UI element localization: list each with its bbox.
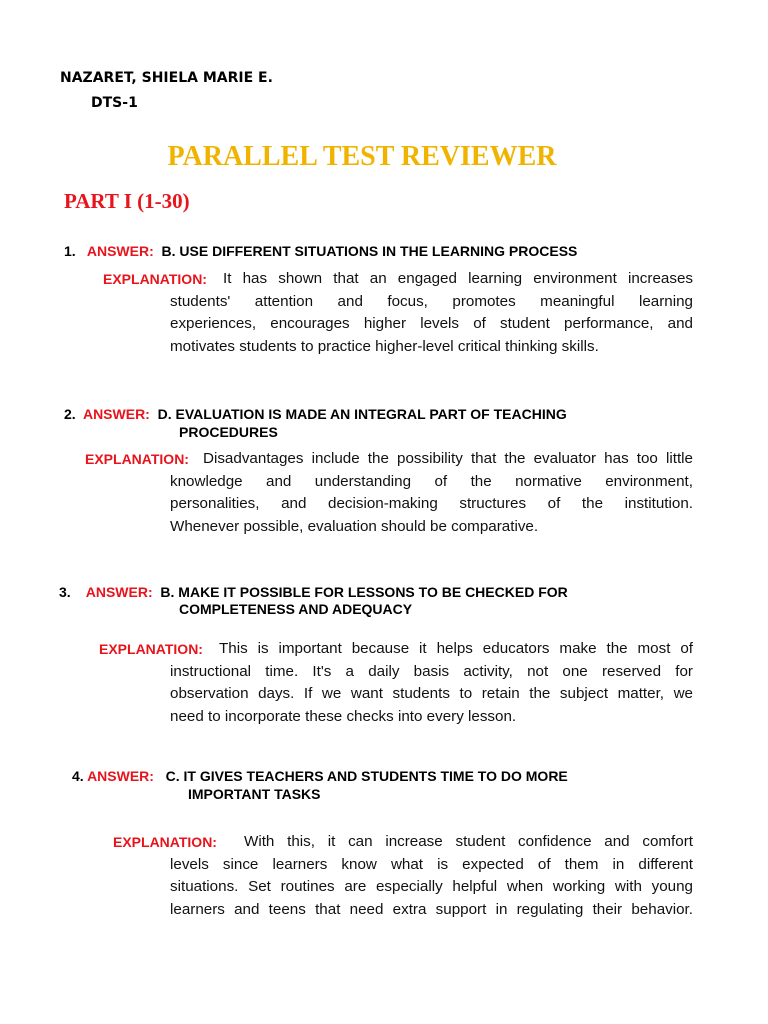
item-number: 3. (59, 584, 71, 600)
explanation-line: learners and teens that need extra support in regulating their behavior. (170, 900, 693, 918)
answer-text: B. USE DIFFERENT SITUATIONS IN THE LEARNING PROCESS (161, 243, 578, 259)
answer-label: ANSWER: (82, 406, 150, 422)
item-3-explanation-first (219, 638, 693, 661)
item-4-answer-line (72, 767, 568, 785)
item-4-explanation-rest (170, 854, 693, 922)
answer-text-continued: IMPORTANT TASKS (188, 786, 321, 802)
item-1-answer-line (64, 242, 577, 260)
item-number: 4. (72, 768, 84, 784)
explanation-line: personalities, and decision-making structures of the institution. (170, 495, 693, 512)
explanation-line: instructional time. It's a daily basis activity, not one reserved for (170, 662, 693, 680)
explanation-line: Whenever possible, evaluation should be comparative. (170, 517, 539, 535)
explanation-line: observation days. If we want students to retain the subject matter, we (170, 685, 693, 702)
explanation-line: knowledge and understanding of the normative environment, (170, 472, 693, 490)
student-section: DTS-1 (91, 95, 138, 111)
answer-text: C. IT GIVES TEACHERS AND STUDENTS TIME TO DO MORE (165, 768, 568, 784)
explanation-line: With this, it can increase student confidence and comfort (244, 833, 693, 850)
explanation-line: students' attention and focus, promotes meaningful learning (170, 292, 693, 310)
answer-label: ANSWER: (87, 768, 154, 784)
item-1-explanation-first (223, 268, 693, 291)
explanation-label: EXPLANATION: (85, 451, 189, 467)
student-name: NAZARET, SHIELA MARIE E. (60, 70, 273, 86)
document-title: PARALLEL TEST REVIEWER (167, 141, 557, 172)
item-2-answer-line (64, 405, 567, 423)
answer-text: D. EVALUATION IS MADE AN INTEGRAL PART OF TEACHING (157, 406, 567, 422)
item-2-explanation-rest (170, 471, 693, 539)
explanation-line: levels since learners know what is expected of them in different (170, 855, 693, 873)
explanation-line: motivates students to practice higher-level critical thinking skills. (170, 337, 599, 355)
explanation-line: This is important because it helps educators make the most of (219, 640, 693, 657)
explanation-line: It has shown that an engaged learning environment increases (223, 270, 693, 287)
explanation-line: need to incorporate these checks into every lesson. (170, 707, 517, 725)
answer-label: ANSWER: (85, 584, 153, 600)
item-4-explanation-first (244, 831, 693, 854)
explanation-label: EXPLANATION: (103, 271, 207, 287)
explanation-line: experiences, encourages higher levels of student performance, and (170, 315, 693, 332)
answer-text: B. MAKE IT POSSIBLE FOR LESSONS TO BE CHECKED FOR (160, 584, 568, 600)
explanation-label: EXPLANATION: (113, 834, 217, 850)
item-number: 1. (64, 243, 76, 259)
explanation-line: Disadvantages include the possibility that the evaluator has too little (203, 450, 693, 467)
answer-text-continued: PROCEDURES (179, 424, 278, 440)
item-3-answer-line (59, 583, 568, 601)
item-2-explanation-first (203, 448, 693, 471)
answer-text-continued: COMPLETENESS AND ADEQUACY (179, 601, 413, 617)
item-1-explanation-rest (170, 291, 693, 359)
item-3-explanation-rest (170, 661, 693, 729)
explanation-label: EXPLANATION: (99, 641, 203, 657)
item-number: 2. (64, 406, 76, 422)
explanation-line: situations. Set routines are especially helpful when working with young (170, 878, 693, 895)
answer-label: ANSWER: (86, 243, 154, 259)
part-heading: PART I (1-30) (64, 189, 190, 213)
